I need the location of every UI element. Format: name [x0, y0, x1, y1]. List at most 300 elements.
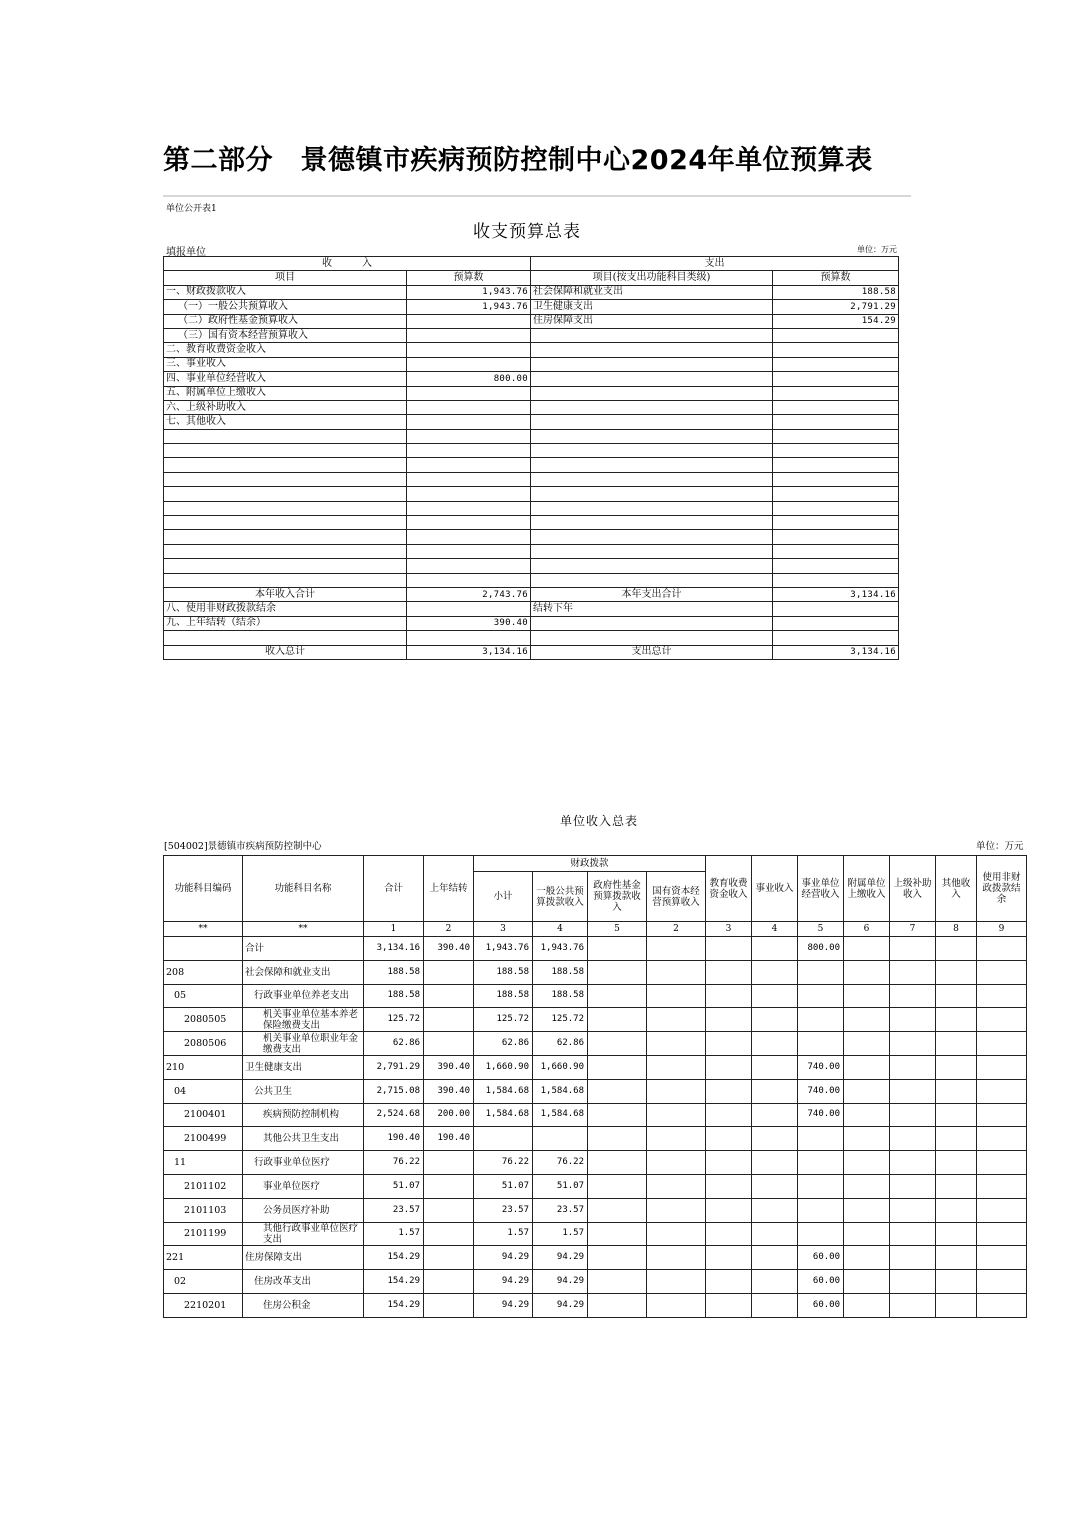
table-row — [164, 1151, 1027, 1175]
ops-cell — [798, 1198, 844, 1222]
code-cell: 2101199 — [164, 1222, 243, 1246]
nonfiscal-cell — [977, 1270, 1027, 1294]
expense-item — [531, 386, 773, 400]
empty-cell — [407, 487, 531, 501]
col-expense-budget: 预算数 — [773, 271, 899, 285]
ops-cell: 60.00 — [798, 1270, 844, 1294]
table-row — [164, 960, 1027, 984]
state-cell — [647, 937, 706, 961]
edu-cell — [706, 1103, 752, 1127]
total-expense-label: 本年支出合计 — [531, 587, 773, 601]
income-item: （二）政府性基金预算收入 — [164, 314, 407, 328]
subtotal-cell: 62.86 — [474, 1032, 533, 1056]
edu-cell — [706, 1270, 752, 1294]
table-row — [164, 1270, 1027, 1294]
empty-cell — [407, 444, 531, 458]
index-cell: ** — [164, 922, 243, 937]
other-cell — [936, 1293, 977, 1317]
unit-label: 单位：万元 — [857, 245, 897, 254]
carry-cell — [424, 1198, 474, 1222]
empty-cell — [773, 458, 899, 472]
table-row — [164, 328, 899, 342]
other-cell — [936, 960, 977, 984]
table-row — [164, 386, 899, 400]
empty-cell — [531, 501, 773, 515]
empty-cell — [773, 559, 899, 573]
table-row — [164, 1055, 1027, 1079]
table-row — [164, 400, 899, 414]
biz-cell — [752, 1055, 798, 1079]
expense-item — [531, 415, 773, 429]
index-cell: 3 — [706, 922, 752, 937]
fund-cell — [588, 1127, 647, 1151]
empty-cell — [407, 501, 531, 515]
index-cell: ** — [243, 922, 364, 937]
hdr-state: 国有资本经营预算收入 — [647, 872, 706, 922]
income-budget — [407, 357, 531, 371]
income-header: 收 入 — [164, 257, 531, 271]
general-cell — [533, 1127, 588, 1151]
index-cell: 2 — [424, 922, 474, 937]
code-cell: 04 — [164, 1079, 243, 1103]
code-cell: 2101102 — [164, 1174, 243, 1198]
expense-item: 住房保障支出 — [531, 314, 773, 328]
empty-cell — [531, 516, 773, 530]
income-budget — [407, 400, 531, 414]
divider — [163, 195, 911, 197]
name-cell: 疾病预防控制机构 — [243, 1103, 364, 1127]
general-cell: 1,943.76 — [533, 937, 588, 961]
affil-cell — [844, 1151, 890, 1175]
income-budget — [407, 415, 531, 429]
name-cell: 住房改革支出 — [243, 1270, 364, 1294]
other-cell — [936, 1079, 977, 1103]
empty-cell — [407, 429, 531, 443]
other-cell — [936, 1103, 977, 1127]
expense-budget — [773, 415, 899, 429]
total-cell: 2,715.08 — [364, 1079, 424, 1103]
general-cell: 188.58 — [533, 984, 588, 1008]
index-row — [164, 922, 1027, 937]
subtotal-cell: 1.57 — [474, 1222, 533, 1246]
empty-row — [164, 487, 899, 501]
state-cell — [647, 1293, 706, 1317]
subtotal-cell: 1,584.68 — [474, 1103, 533, 1127]
table-row — [164, 1293, 1027, 1317]
expense-item: 社会保障和就业支出 — [531, 285, 773, 299]
subtotal-cell: 1,660.90 — [474, 1055, 533, 1079]
empty-cell — [407, 530, 531, 544]
nonfiscal-cell — [977, 984, 1027, 1008]
table-row — [164, 616, 899, 630]
ops-cell — [798, 1222, 844, 1246]
total-cell: 1.57 — [364, 1222, 424, 1246]
affil-cell — [844, 1055, 890, 1079]
table-row — [164, 1079, 1027, 1103]
nonfiscal-cell — [977, 1079, 1027, 1103]
biz-cell — [752, 1174, 798, 1198]
carry-cell — [424, 984, 474, 1008]
income-budget — [407, 386, 531, 400]
general-cell: 1,584.68 — [533, 1079, 588, 1103]
carry-cell — [424, 1246, 474, 1270]
empty-row — [164, 530, 899, 544]
empty-cell — [531, 487, 773, 501]
empty-cell — [164, 530, 407, 544]
row8-label: 八、使用非财政拨款结余 — [164, 602, 407, 616]
empty-cell — [164, 559, 407, 573]
subtotal-cell: 1,584.68 — [474, 1079, 533, 1103]
other-cell — [936, 1270, 977, 1294]
empty-cell — [773, 544, 899, 558]
ops-cell: 740.00 — [798, 1055, 844, 1079]
edu-cell — [706, 984, 752, 1008]
empty-cell — [164, 573, 407, 587]
fund-cell — [588, 1246, 647, 1270]
expense-item — [531, 343, 773, 357]
fund-cell — [588, 1222, 647, 1246]
nonfiscal-cell — [977, 1222, 1027, 1246]
index-cell: 5 — [798, 922, 844, 937]
nonfiscal-cell — [977, 1032, 1027, 1056]
state-cell — [647, 1222, 706, 1246]
empty-cell — [531, 573, 773, 587]
general-cell: 51.07 — [533, 1174, 588, 1198]
biz-cell — [752, 1293, 798, 1317]
table-row — [164, 300, 899, 314]
edu-cell — [706, 1079, 752, 1103]
expense-budget — [773, 357, 899, 371]
state-cell — [647, 1127, 706, 1151]
code-cell: 2100499 — [164, 1127, 243, 1151]
general-cell: 188.58 — [533, 960, 588, 984]
state-cell — [647, 1008, 706, 1032]
empty-row — [164, 458, 899, 472]
table-row — [164, 1008, 1027, 1032]
carry-cell — [424, 1270, 474, 1294]
edu-cell — [706, 1174, 752, 1198]
empty-row — [164, 516, 899, 530]
fund-cell — [588, 1151, 647, 1175]
name-cell: 其他公共卫生支出 — [243, 1127, 364, 1151]
state-cell — [647, 1079, 706, 1103]
name-cell: 合计 — [243, 937, 364, 961]
other-cell — [936, 984, 977, 1008]
affil-cell — [844, 1270, 890, 1294]
total-cell: 23.57 — [364, 1198, 424, 1222]
carry-cell — [424, 960, 474, 984]
code-cell: 2210201 — [164, 1293, 243, 1317]
table-row — [164, 372, 899, 386]
index-cell: 6 — [844, 922, 890, 937]
index-cell: 4 — [533, 922, 588, 937]
empty-cell — [407, 573, 531, 587]
code-cell: 2080506 — [164, 1032, 243, 1056]
other-cell — [936, 1198, 977, 1222]
upper-cell — [890, 1174, 936, 1198]
state-cell — [647, 1151, 706, 1175]
table-row — [164, 1222, 1027, 1246]
edu-cell — [706, 1198, 752, 1222]
general-cell: 62.86 — [533, 1032, 588, 1056]
edu-cell — [706, 1151, 752, 1175]
hdr-other: 其他收入 — [936, 856, 977, 922]
expense-budget — [773, 372, 899, 386]
state-cell — [647, 960, 706, 984]
empty-row — [164, 472, 899, 486]
hdr-total: 合计 — [364, 856, 424, 922]
general-cell: 1,584.68 — [533, 1103, 588, 1127]
empty-row — [164, 544, 899, 558]
ops-cell: 740.00 — [798, 1103, 844, 1127]
name-cell: 社会保障和就业支出 — [243, 960, 364, 984]
subtotal-cell: 76.22 — [474, 1151, 533, 1175]
expense-item — [531, 372, 773, 386]
row9-value: 390.40 — [407, 616, 531, 630]
index-cell: 4 — [752, 922, 798, 937]
other-cell — [936, 1127, 977, 1151]
index-cell: 2 — [647, 922, 706, 937]
empty-cell — [164, 544, 407, 558]
fund-cell — [588, 1293, 647, 1317]
code-cell — [164, 937, 243, 961]
upper-cell — [890, 1079, 936, 1103]
index-cell: 7 — [890, 922, 936, 937]
name-cell: 其他行政事业单位医疗支出 — [243, 1222, 364, 1246]
expense-header: 支出 — [531, 257, 899, 271]
grand-income-value: 3,134.16 — [407, 645, 531, 659]
state-cell — [647, 1032, 706, 1056]
expense-item — [531, 357, 773, 371]
income-table-caption: 单位收入总表 — [560, 814, 639, 828]
empty-cell — [773, 516, 899, 530]
income-budget — [407, 328, 531, 342]
total-cell: 3,134.16 — [364, 937, 424, 961]
income-budget: 800.00 — [407, 372, 531, 386]
other-cell — [936, 1174, 977, 1198]
biz-cell — [752, 937, 798, 961]
income-item: 一、财政拨款收入 — [164, 285, 407, 299]
carry-cell: 190.40 — [424, 1127, 474, 1151]
nonfiscal-cell — [977, 1008, 1027, 1032]
budget-summary-table — [163, 256, 899, 660]
code-cell: 02 — [164, 1270, 243, 1294]
edu-cell — [706, 1222, 752, 1246]
ops-cell: 60.00 — [798, 1246, 844, 1270]
empty-cell — [407, 516, 531, 530]
fund-cell — [588, 984, 647, 1008]
table-row — [164, 937, 1027, 961]
row9-label: 九、上年结转（结余） — [164, 616, 407, 630]
expense-budget: 188.58 — [773, 285, 899, 299]
upper-cell — [890, 1293, 936, 1317]
other-cell — [936, 1055, 977, 1079]
hdr-fund: 政府性基金预算拨款收入 — [588, 872, 647, 922]
expense-budget — [773, 400, 899, 414]
nonfiscal-cell — [977, 1198, 1027, 1222]
edu-cell — [706, 1008, 752, 1032]
carry-cell — [424, 1032, 474, 1056]
affil-cell — [844, 1222, 890, 1246]
general-cell: 76.22 — [533, 1151, 588, 1175]
income-item: 二、教育收费资金收入 — [164, 343, 407, 357]
upper-cell — [890, 1032, 936, 1056]
affil-cell — [844, 1032, 890, 1056]
empty-cell — [531, 616, 773, 630]
ops-cell — [798, 960, 844, 984]
total-cell: 76.22 — [364, 1151, 424, 1175]
general-cell: 1,660.90 — [533, 1055, 588, 1079]
edu-cell — [706, 1127, 752, 1151]
upper-cell — [890, 960, 936, 984]
expense-budget — [773, 328, 899, 342]
income-budget — [407, 314, 531, 328]
empty-cell — [164, 631, 407, 645]
subtotal-cell: 94.29 — [474, 1293, 533, 1317]
subtotal-cell — [474, 1127, 533, 1151]
grand-income-label: 收入总计 — [164, 645, 407, 659]
other-cell — [936, 1008, 977, 1032]
nonfiscal-cell — [977, 1055, 1027, 1079]
empty-cell — [164, 516, 407, 530]
ops-cell: 800.00 — [798, 937, 844, 961]
income-budget — [407, 343, 531, 357]
empty-cell — [773, 616, 899, 630]
nonfiscal-cell — [977, 1293, 1027, 1317]
name-cell: 行政事业单位养老支出 — [243, 984, 364, 1008]
affil-cell — [844, 960, 890, 984]
carry-cell — [424, 1151, 474, 1175]
hdr-nonfiscal: 使用非财政拨款结余 — [977, 856, 1027, 922]
edu-cell — [706, 960, 752, 984]
expense-budget: 154.29 — [773, 314, 899, 328]
carry-cell: 390.40 — [424, 1055, 474, 1079]
other-cell — [936, 937, 977, 961]
state-cell — [647, 1246, 706, 1270]
affil-cell — [844, 1246, 890, 1270]
code-cell: 2100401 — [164, 1103, 243, 1127]
income-item: 六、上级补助收入 — [164, 400, 407, 414]
fund-cell — [588, 1198, 647, 1222]
empty-cell — [531, 472, 773, 486]
biz-cell — [752, 984, 798, 1008]
upper-cell — [890, 1055, 936, 1079]
total-income-value: 2,743.76 — [407, 587, 531, 601]
upper-cell — [890, 937, 936, 961]
expense-budget: 2,791.29 — [773, 300, 899, 314]
table-row — [164, 1174, 1027, 1198]
upper-cell — [890, 1151, 936, 1175]
hdr-affil: 附属单位上缴收入 — [844, 856, 890, 922]
subtotal-cell: 188.58 — [474, 984, 533, 1008]
nonfiscal-cell — [977, 1246, 1027, 1270]
fund-cell — [588, 937, 647, 961]
general-cell: 1.57 — [533, 1222, 588, 1246]
table-row — [164, 1103, 1027, 1127]
table-row — [164, 1032, 1027, 1056]
empty-cell — [164, 501, 407, 515]
edu-cell — [706, 937, 752, 961]
empty-cell — [773, 530, 899, 544]
table-row — [164, 587, 899, 601]
biz-cell — [752, 1246, 798, 1270]
empty-cell — [407, 631, 531, 645]
upper-cell — [890, 1198, 936, 1222]
name-cell: 住房公积金 — [243, 1293, 364, 1317]
empty-cell — [164, 429, 407, 443]
code-cell: 2101103 — [164, 1198, 243, 1222]
carry-cell: 390.40 — [424, 1079, 474, 1103]
ops-cell — [798, 1127, 844, 1151]
ops-cell — [798, 1151, 844, 1175]
carry-next-label: 结转下年 — [531, 602, 773, 616]
subtotal-cell: 51.07 — [474, 1174, 533, 1198]
fund-cell — [588, 1174, 647, 1198]
code-cell: 11 — [164, 1151, 243, 1175]
carry-cell — [424, 1174, 474, 1198]
fund-cell — [588, 1079, 647, 1103]
edu-cell — [706, 1293, 752, 1317]
total-cell: 125.72 — [364, 1008, 424, 1032]
edu-cell — [706, 1032, 752, 1056]
index-cell: 8 — [936, 922, 977, 937]
unit-label-2: 单位：万元 — [976, 841, 1024, 852]
empty-cell — [531, 429, 773, 443]
empty-cell — [164, 487, 407, 501]
biz-cell — [752, 1222, 798, 1246]
org-label: [504002]景德镇市疾病预防控制中心 — [164, 841, 322, 852]
nonfiscal-cell — [977, 1103, 1027, 1127]
hdr-name: 功能科目名称 — [243, 856, 364, 922]
table-row — [164, 631, 899, 645]
empty-cell — [773, 501, 899, 515]
empty-cell — [773, 631, 899, 645]
empty-cell — [407, 472, 531, 486]
biz-cell — [752, 1127, 798, 1151]
ops-cell — [798, 1032, 844, 1056]
filler-label: 填报单位 — [166, 247, 206, 258]
upper-cell — [890, 1222, 936, 1246]
empty-row — [164, 501, 899, 515]
income-budget: 1,943.76 — [407, 300, 531, 314]
fund-cell — [588, 1103, 647, 1127]
code-cell: 210 — [164, 1055, 243, 1079]
grand-expense-value: 3,134.16 — [773, 645, 899, 659]
empty-row — [164, 559, 899, 573]
income-item: 五、附属单位上缴收入 — [164, 386, 407, 400]
ops-cell: 740.00 — [798, 1079, 844, 1103]
ops-cell: 60.00 — [798, 1293, 844, 1317]
fund-cell — [588, 960, 647, 984]
table-row — [164, 314, 899, 328]
name-cell: 卫生健康支出 — [243, 1055, 364, 1079]
ops-cell — [798, 1008, 844, 1032]
ops-cell — [798, 1174, 844, 1198]
affil-cell — [844, 1127, 890, 1151]
total-cell: 2,791.29 — [364, 1055, 424, 1079]
subtotal-cell: 94.29 — [474, 1246, 533, 1270]
carry-cell: 200.00 — [424, 1103, 474, 1127]
income-item: （三）国有资本经营预算收入 — [164, 328, 407, 342]
empty-cell — [773, 444, 899, 458]
fund-cell — [588, 1055, 647, 1079]
biz-cell — [752, 1032, 798, 1056]
hdr-edu: 教育收费资金收入 — [706, 856, 752, 922]
nonfiscal-cell — [977, 937, 1027, 961]
name-cell: 公共卫生 — [243, 1079, 364, 1103]
code-cell: 05 — [164, 984, 243, 1008]
state-cell — [647, 1270, 706, 1294]
